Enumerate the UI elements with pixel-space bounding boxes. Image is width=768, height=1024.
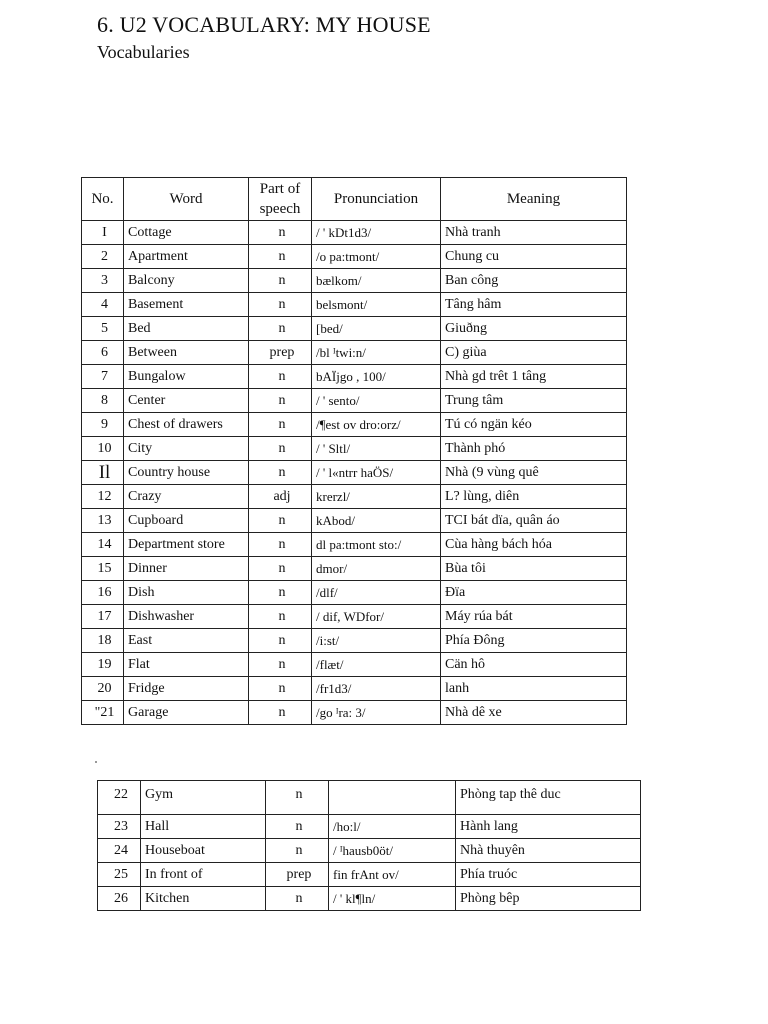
cell-word: Flat [124, 653, 249, 677]
cell-word: Cottage [124, 221, 249, 245]
header-word: Word [124, 178, 249, 221]
table-row [82, 677, 627, 701]
cell-meaning: Trung tâm [441, 389, 627, 413]
table-header-row [82, 178, 627, 221]
header-pos-line2: speech [259, 201, 301, 217]
cell-pronunciation: /i:st/ [312, 629, 441, 653]
cell-meaning: Phía truóc [456, 863, 641, 887]
cell-pronunciation: / dif, WDfor/ [312, 605, 441, 629]
cell-part-of-speech: n [249, 221, 312, 245]
header-part-of-speech [249, 178, 312, 221]
cell-no: 3 [82, 269, 124, 293]
cell-pronunciation: belsmont/ [312, 293, 441, 317]
cell-no: 22 [98, 781, 141, 815]
cell-no: 9 [82, 413, 124, 437]
cell-no: 25 [98, 863, 141, 887]
cell-meaning: Cùa hàng bách hóa [441, 533, 627, 557]
cell-no: 23 [98, 815, 141, 839]
cell-no: 20 [82, 677, 124, 701]
cell-pronunciation: /dlf/ [312, 581, 441, 605]
vocabulary-table-1 [81, 177, 627, 725]
table-row [82, 341, 627, 365]
table-row [82, 269, 627, 293]
cell-pronunciation: /go ᴵra: 3/ [312, 701, 441, 725]
cell-word: Bed [124, 317, 249, 341]
cell-word: Cupboard [124, 509, 249, 533]
cell-word: Garage [124, 701, 249, 725]
cell-no: 4 [82, 293, 124, 317]
cell-no: 6 [82, 341, 124, 365]
table-row [98, 815, 641, 839]
vocabulary-table-2 [97, 780, 641, 911]
cell-part-of-speech: n [266, 887, 329, 911]
table-2-body [98, 781, 641, 911]
cell-meaning: Cän hô [441, 653, 627, 677]
cell-part-of-speech: n [249, 677, 312, 701]
cell-meaning: Tú có ngän kéo [441, 413, 627, 437]
page-title: 6. U2 VOCABULARY: MY HOUSE [97, 12, 431, 37]
table-row [98, 839, 641, 863]
cell-no: 24 [98, 839, 141, 863]
cell-no: 18 [82, 629, 124, 653]
cell-meaning: Hành lang [456, 815, 641, 839]
cell-pronunciation: /o pa:tmont/ [312, 245, 441, 269]
cell-word: Crazy [124, 485, 249, 509]
cell-word: Apartment [124, 245, 249, 269]
cell-meaning: Nhà (9 vùng quê [441, 461, 627, 485]
cell-meaning: Chung cu [441, 245, 627, 269]
cell-word: Basement [124, 293, 249, 317]
cell-part-of-speech: n [249, 629, 312, 653]
cell-word: Bungalow [124, 365, 249, 389]
cell-part-of-speech: n [249, 317, 312, 341]
cell-part-of-speech: n [249, 701, 312, 725]
cell-meaning: Thành phó [441, 437, 627, 461]
table-row [82, 245, 627, 269]
table-row [82, 509, 627, 533]
table-row [82, 701, 627, 725]
table-row [82, 293, 627, 317]
cell-word: Hall [141, 815, 266, 839]
cell-pronunciation: /¶est ov dro:orz/ [312, 413, 441, 437]
cell-meaning: Máy rúa bát [441, 605, 627, 629]
cell-no: 5 [82, 317, 124, 341]
table-row [82, 485, 627, 509]
cell-word: Department store [124, 533, 249, 557]
cell-part-of-speech: n [249, 413, 312, 437]
cell-pronunciation: / ' sento/ [312, 389, 441, 413]
cell-pronunciation: /ho:l/ [329, 815, 456, 839]
table-row [98, 781, 641, 815]
cell-part-of-speech: prep [249, 341, 312, 365]
cell-no: 7 [82, 365, 124, 389]
cell-meaning: Nhà thuyên [456, 839, 641, 863]
cell-meaning: lanh [441, 677, 627, 701]
cell-meaning: Phòng tap thê duc [456, 781, 641, 815]
cell-pronunciation: dmor/ [312, 557, 441, 581]
cell-word: Center [124, 389, 249, 413]
cell-meaning: Nhà gd trêt 1 tâng [441, 365, 627, 389]
cell-word: Fridge [124, 677, 249, 701]
cell-part-of-speech: n [266, 781, 329, 815]
header-meaning: Meaning [441, 178, 627, 221]
cell-meaning: L? lùng, diên [441, 485, 627, 509]
cell-word: Kitchen [141, 887, 266, 911]
cell-part-of-speech: n [249, 245, 312, 269]
cell-meaning: Tâng hâm [441, 293, 627, 317]
cell-no: I [82, 221, 124, 245]
table-row [82, 533, 627, 557]
cell-pronunciation: dl pa:tmont sto:/ [312, 533, 441, 557]
cell-word: Country house [124, 461, 249, 485]
cell-pronunciation: [bed/ [312, 317, 441, 341]
table-row [82, 221, 627, 245]
cell-pronunciation [329, 781, 456, 815]
cell-part-of-speech: n [249, 389, 312, 413]
cell-no: 10 [82, 437, 124, 461]
cell-part-of-speech: n [249, 437, 312, 461]
page-subtitle: Vocabularies [97, 42, 190, 62]
cell-pronunciation: bælkom/ [312, 269, 441, 293]
cell-word: Gym [141, 781, 266, 815]
cell-meaning: Ðïa [441, 581, 627, 605]
table-row [82, 317, 627, 341]
cell-pronunciation: / ' l«ntrr haÖS/ [312, 461, 441, 485]
cell-part-of-speech: n [249, 461, 312, 485]
table-row [82, 605, 627, 629]
cell-meaning: TCI bát dïa, quân áo [441, 509, 627, 533]
cell-part-of-speech: n [266, 839, 329, 863]
cell-word: Chest of drawers [124, 413, 249, 437]
cell-part-of-speech: n [266, 815, 329, 839]
cell-meaning: Nhà tranh [441, 221, 627, 245]
cell-pronunciation: krerzl/ [312, 485, 441, 509]
cell-no: 16 [82, 581, 124, 605]
table-1-body [82, 221, 627, 725]
cell-pronunciation: / ' kl¶ln/ [329, 887, 456, 911]
cell-pronunciation: / ' kDt1d3/ [312, 221, 441, 245]
header-no: No. [82, 178, 124, 221]
cell-no: 26 [98, 887, 141, 911]
cell-pronunciation: kAbod/ [312, 509, 441, 533]
cell-part-of-speech: n [249, 557, 312, 581]
table-row [98, 863, 641, 887]
cell-meaning: Ban công [441, 269, 627, 293]
cell-no: 2 [82, 245, 124, 269]
cell-part-of-speech: n [249, 605, 312, 629]
cell-no: 14 [82, 533, 124, 557]
cell-part-of-speech: n [249, 509, 312, 533]
table-row [98, 887, 641, 911]
table-row [82, 557, 627, 581]
cell-no: 17 [82, 605, 124, 629]
cell-meaning: Bùa tôi [441, 557, 627, 581]
table-row [82, 365, 627, 389]
cell-word: Between [124, 341, 249, 365]
cell-word: In front of [141, 863, 266, 887]
cell-word: City [124, 437, 249, 461]
cell-meaning: C) giùa [441, 341, 627, 365]
header-pos-line1: Part of [259, 181, 301, 197]
cell-meaning: Nhà dê xe [441, 701, 627, 725]
stray-dot [95, 761, 97, 763]
cell-part-of-speech: n [249, 653, 312, 677]
cell-part-of-speech: n [249, 269, 312, 293]
cell-pronunciation: /fr1d3/ [312, 677, 441, 701]
cell-meaning: Phía Ðông [441, 629, 627, 653]
cell-word: Dinner [124, 557, 249, 581]
cell-no: "21 [82, 701, 124, 725]
cell-pronunciation: fin frAnt ov/ [329, 863, 456, 887]
cell-meaning: Giuðng [441, 317, 627, 341]
cell-pronunciation: /bl ᴵtwi:n/ [312, 341, 441, 365]
cell-pronunciation: /flæt/ [312, 653, 441, 677]
cell-word: Dishwasher [124, 605, 249, 629]
cell-pronunciation: bAÏjgo , 100/ [312, 365, 441, 389]
header-pronunciation: Pronunciation [312, 178, 441, 221]
cell-no: 13 [82, 509, 124, 533]
table-row [82, 581, 627, 605]
table-row [82, 413, 627, 437]
table-row [82, 461, 627, 485]
table-row [82, 389, 627, 413]
cell-part-of-speech: prep [266, 863, 329, 887]
table-row [82, 653, 627, 677]
cell-part-of-speech: n [249, 293, 312, 317]
cell-no: Il [82, 461, 124, 485]
cell-word: East [124, 629, 249, 653]
cell-pronunciation: / ᴵhausb0öt/ [329, 839, 456, 863]
cell-part-of-speech: n [249, 581, 312, 605]
cell-no: 19 [82, 653, 124, 677]
cell-word: Balcony [124, 269, 249, 293]
cell-part-of-speech: adj [249, 485, 312, 509]
cell-part-of-speech: n [249, 533, 312, 557]
cell-no: 15 [82, 557, 124, 581]
cell-part-of-speech: n [249, 365, 312, 389]
cell-no: 12 [82, 485, 124, 509]
cell-word: Houseboat [141, 839, 266, 863]
cell-meaning: Phòng bêp [456, 887, 641, 911]
table-row [82, 629, 627, 653]
cell-no: 8 [82, 389, 124, 413]
table-row [82, 437, 627, 461]
cell-pronunciation: / ' Sltl/ [312, 437, 441, 461]
cell-word: Dish [124, 581, 249, 605]
